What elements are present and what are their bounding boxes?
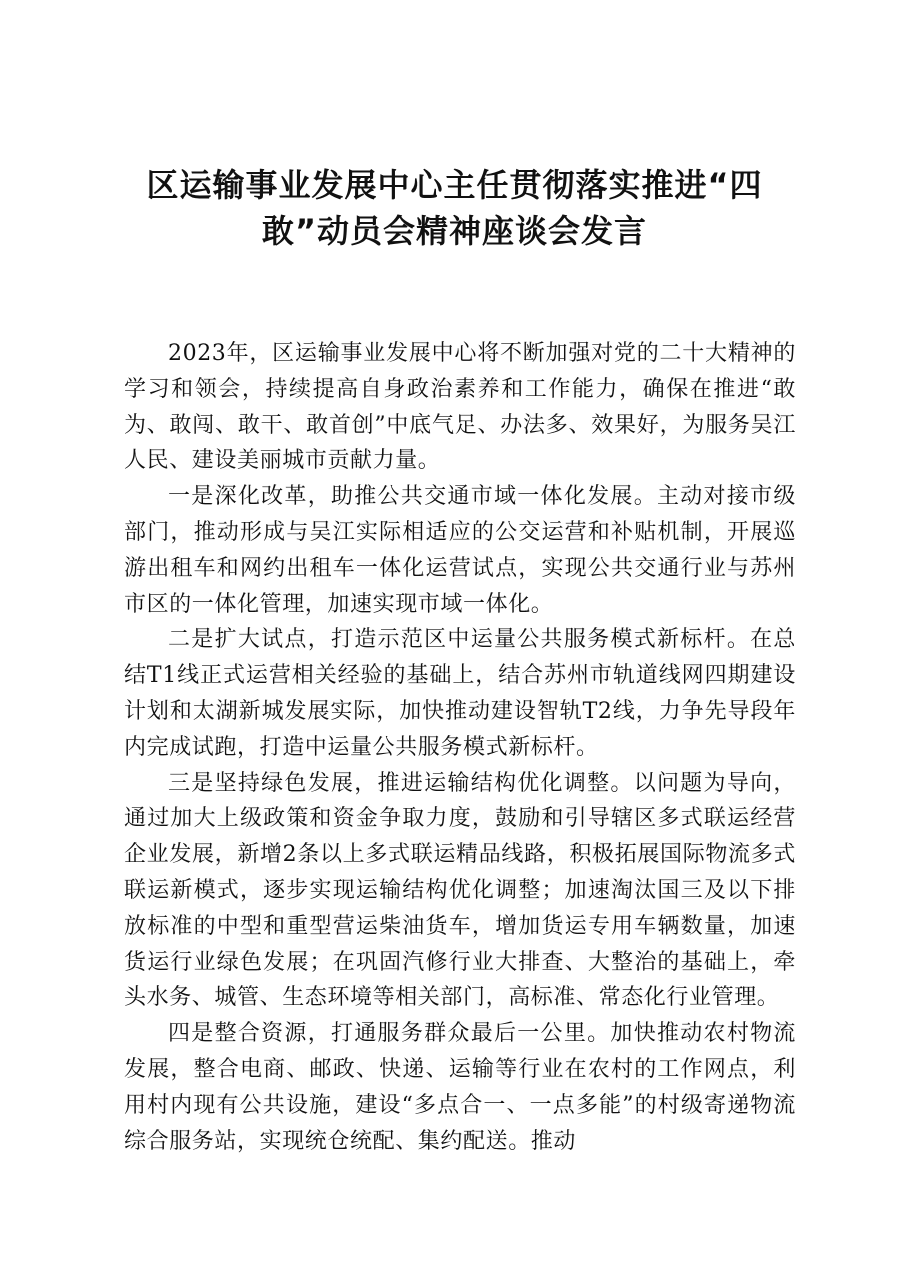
- paragraph-point-1: 一是深化改革，助推公共交通市域一体化发展。主动对接市级部门，推动形成与吴江实际相适应的公交运营和补贴机制，开展巡游出租车和网约出租车一体化运营试点，实现公共交通行业与苏州市区的一体化管理，加速实现市域一体化。: [124, 484, 796, 617]
- paragraph-point-3: 三是坚持绿色发展，推进运输结构优化调整。以问题为导向，通过加大上级政策和资金争取力度，鼓励和引导辖区多式联运经营企业发展，新增2条以上多式联运精品线路，积极拓展国际物流多式联运新模式，逐步实现运输结构优化调整；加速淘汰国三及以下排放标准的中型和重型营运柴油货车，增加货运专用车辆数量，加速货运行业绿色发展；在巩固汽修行业大排查、大整治的基础上，牵头水务、城管、生态环境等相关部门，高标准、常态化行业管理。: [124, 770, 796, 1011]
- paragraph-point-2: 二是扩大试点，打造示范区中运量公共服务模式新标杆。在总结T1线正式运营相关经验的基础上，结合苏州市轨道线网四期建设计划和太湖新城发展实际，加快推动建设智轨T2线，力争先导段年内完成试跑，打造中运量公共服务模式新标杆。: [124, 627, 796, 760]
- paragraph-intro: 2023年，区运输事业发展中心将不断加强对党的二十大精神的学习和领会，持续提高自身政治素养和工作能力，确保在推进“敢为、敢闯、敢干、敢首创”中底气足、办法多、效果好，为服务吴江人民、建设美丽城市贡献力量。: [124, 341, 796, 474]
- document-title-line-2: 敢”动员会精神座谈会发言: [261, 212, 648, 250]
- document-title-line-1: 区运输事业发展中心主任贯彻落实推进“四: [146, 166, 763, 204]
- paragraph-point-4: 四是整合资源，打通服务群众最后一公里。加快推动农村物流发展，整合电商、邮政、快递、运输等行业在农村的工作网点，利用村内现有公共设施，建设“多点合一、一点多能”的村级寄递物流综合服务站，实现统仓统配、集约配送。推动: [124, 1021, 796, 1154]
- document-body: [124, 336, 796, 1159]
